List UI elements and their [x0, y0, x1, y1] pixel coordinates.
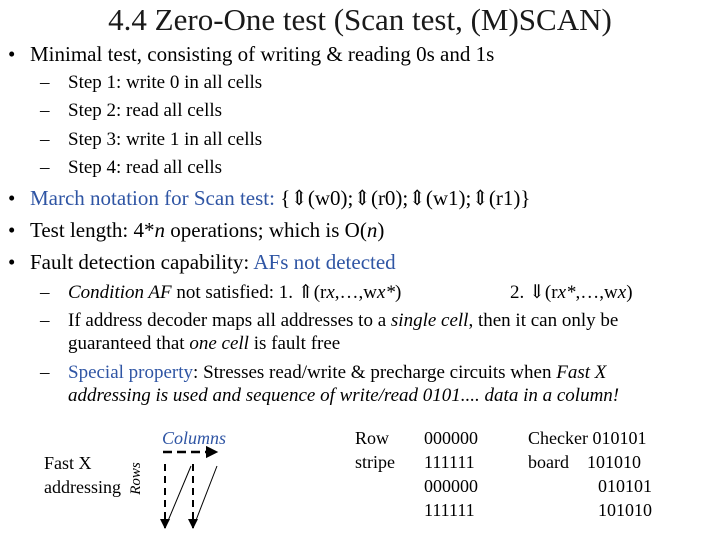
checker-value-4: 101010 [598, 500, 652, 520]
condition-af-seq1-start: ⇑(r [297, 282, 327, 303]
slide-title: 4.4 Zero-One test (Scan test, (M)SCAN) [108, 2, 612, 37]
row-stripe-value-1: 000000 [424, 428, 478, 448]
special-property-line2: addressing is used and sequence of write/read 0101.... data in a column! [68, 385, 620, 406]
step-2-text: Step 2: read all cells [68, 100, 223, 121]
address-decoder-one-cell: one cell [189, 333, 249, 354]
condition-af-seq2-mid: ,…,w [575, 282, 618, 303]
special-property-text: : Stresses read/write & precharge circuits when [193, 362, 557, 383]
checker-line1: Checker 010101 [528, 428, 647, 448]
return-line-1 [165, 466, 191, 528]
test-length-text-b: operations; which is O( [165, 218, 367, 242]
special-property-fast-x: Fast X [556, 362, 607, 383]
test-length-n2: n [366, 218, 378, 242]
bullet-march-notation: • March notation for Scan test: {⇕(w0);⇕(r0);⇕(w1);⇕(r1)} [8, 186, 531, 210]
row-stripe-value-2: 111111 [424, 452, 475, 472]
step-4-text: Step 4: read all cells [68, 157, 223, 178]
condition-af-label: Condition AF [68, 282, 172, 303]
fast-x-label-line2: addressing [44, 477, 121, 497]
condition-af-seq1-end: ) [394, 282, 402, 303]
fault-detection-value: AFs not detected [253, 250, 396, 274]
sub-special-property: – Special property: Stresses read/write & precharge circuits when Fast X [40, 362, 607, 383]
address-decoder-line2-a: guaranteed that [68, 333, 190, 354]
sub-address-decoder: – If address decoder maps all addresses to a single cell, then it can only be [40, 310, 619, 331]
return-line-2 [193, 466, 217, 528]
step-3: – Step 3: write 1 in all cells [40, 129, 263, 150]
fast-x-diagram [155, 446, 225, 536]
condition-af-seq1-mid: ,…,w [334, 282, 378, 303]
special-property-label: Special property [68, 362, 194, 383]
step-2: – Step 2: read all cells [40, 100, 223, 121]
step-1: – Step 1: write 0 in all cells [40, 72, 263, 93]
condition-af-seq1-xstar: x* [377, 282, 395, 303]
sub-special-property-cont [68, 385, 619, 407]
march-notation-label: March notation for Scan test: [30, 186, 281, 210]
bullet-minimal-test: • Minimal test, consisting of writing & reading 0s and 1s [8, 42, 495, 66]
bullet-minimal-test-text: Minimal test, consisting of writing & reading 0s and 1s [30, 42, 495, 66]
march-notation-formula: {⇕(w0);⇕(r0);⇕(w1);⇕(r1)} [280, 186, 531, 210]
address-decoder-text-a: If address decoder maps all addresses to a [68, 310, 391, 331]
sub-condition-af: – Condition AF not satisfied: 1. ⇑(rx,…,wx*) [40, 282, 402, 303]
address-decoder-text-c: , then it can only be [468, 310, 619, 331]
condition-af-seq2-x: x [617, 282, 627, 303]
fast-x-label-line1: Fast X [44, 453, 92, 473]
step-1-text: Step 1: write 0 in all cells [68, 72, 263, 93]
test-length-text-a: Test length: 4* [30, 218, 155, 242]
sub-address-decoder-cont [68, 333, 340, 355]
checker-line2: board 101010 [528, 452, 641, 472]
rows-label-text: Rows [127, 462, 144, 495]
condition-af-seq2-num: 2. [510, 282, 529, 303]
condition-af-seq2-xstar: x* [557, 282, 576, 303]
condition-af-seq2-end: ) [626, 282, 633, 303]
step-4: – Step 4: read all cells [40, 157, 223, 178]
condition-af-seq2-start: ⇓(r [529, 282, 558, 303]
sub-condition-af-2 [510, 281, 633, 304]
rows-label [128, 462, 145, 495]
columns-label-text: Columns [162, 428, 227, 448]
row-stripe-value-3: 000000 [424, 476, 478, 496]
condition-af-text: not satisfied: 1. [171, 282, 298, 303]
bullet-test-length: • Test length: 4*n operations; which is O(n) [8, 218, 385, 242]
row-stripe-label-line1: Row [355, 428, 390, 448]
bullet-fault-detection: • Fault detection capability: AFs not detected [8, 250, 396, 274]
row-stripe-value-4: 111111 [424, 500, 475, 520]
address-decoder-line2-c: is fault free [248, 333, 341, 354]
row-stripe-label-line2: stripe [355, 452, 395, 472]
checker-value-3: 010101 [598, 476, 652, 496]
condition-af-seq1-x: x [326, 282, 335, 303]
step-3-text: Step 3: write 1 in all cells [68, 129, 263, 150]
address-decoder-single-cell: single cell [390, 310, 469, 331]
fault-detection-label: Fault detection capability: [30, 250, 254, 274]
test-length-text-c: ) [377, 218, 385, 242]
test-length-n1: n [154, 218, 166, 242]
